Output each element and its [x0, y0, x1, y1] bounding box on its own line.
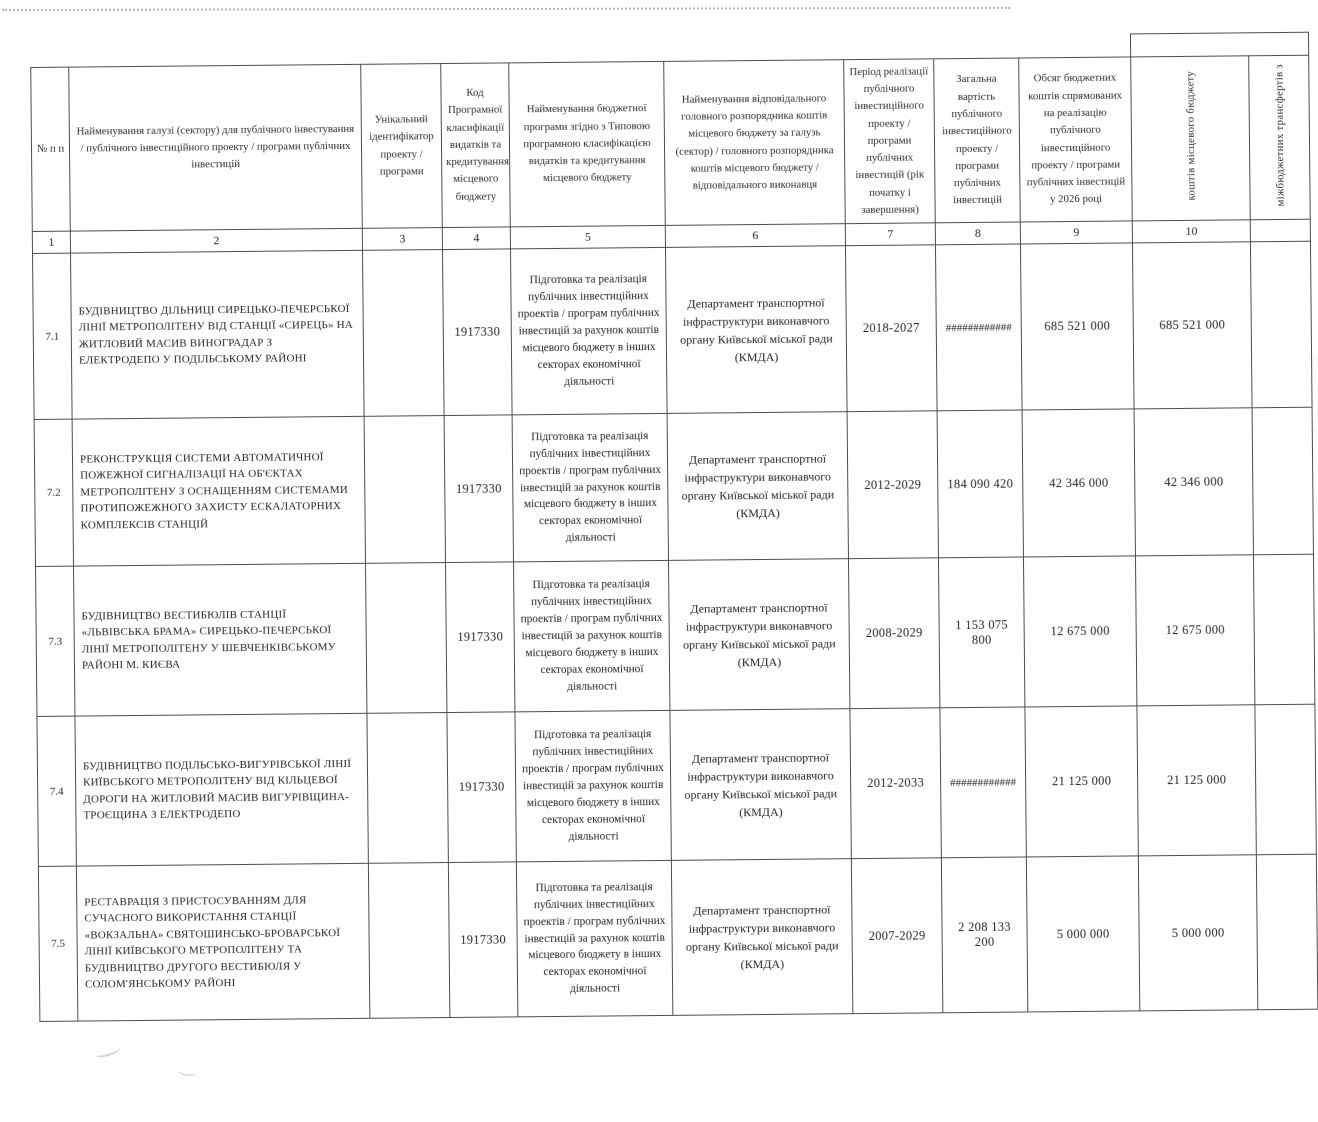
row-number-cell: 7.1 [33, 253, 73, 419]
period-cell: 2012-2029 [847, 411, 938, 559]
col-header-period: Період реалізації публічного інвестиційного проекту / програми публічних інвестицій (рік початку і завершення) [844, 59, 936, 224]
column-number-cell: 4 [442, 227, 510, 250]
row-number-cell: 7.2 [34, 419, 73, 566]
budget-manager-cell: Департамент транспортної інфраструктури виконавчого органу Київської міської ради (КМДА) [667, 412, 848, 561]
period-cell: 2018-2027 [845, 245, 937, 412]
budget-manager-cell: Департамент транспортної інфраструктури виконавчого органу Київської міської ради (КМДА) [671, 859, 852, 1016]
row-number-cell: 7.3 [36, 566, 75, 716]
budget-manager-cell: Департамент транспортної інфраструктури виконавчого органу Київської міської ради (КМДА) [668, 559, 849, 711]
period-cell: 2007-2029 [851, 858, 942, 1014]
column-number-cell: 10 [1132, 220, 1250, 243]
header-upper-band-cell [1131, 32, 1309, 57]
table-row [34, 407, 1313, 566]
public-investments-table [30, 32, 1318, 1022]
total-cost-cell: 184 090 420 [937, 410, 1023, 558]
table-row [38, 854, 1318, 1021]
local-budget-cell: 21 125 000 [1137, 705, 1256, 856]
budget-manager-cell: Департамент транспортної інфраструктури виконавчого органу Київської міської ради (КМДА) [665, 246, 847, 414]
program-code-cell: 1917330 [442, 249, 512, 416]
total-cost-cell: ############ [935, 244, 1022, 411]
amount-2026-cell: 685 521 000 [1020, 243, 1134, 410]
transfers-cell [1252, 407, 1313, 555]
table-container [30, 32, 1318, 1022]
project-name-cell: РЕКОНСТРУКЦІЯ СИСТЕМИ АВТОМАТИЧНОЇ ПОЖЕЖНОЇ СИГНАЛІЗАЦІЇ НА ОБ'ЄКТАХ МЕТРОПОЛІТЕНУ З ОСНАЩЕННЯМ СИСТЕМАМИ ПРОТИПОЖЕЖНОГО ЗАХИСТУ ЕСКАЛАТОРНИХ КОМПЛЕКСІВ СТАНЦІЙ [72, 416, 365, 566]
project-name-cell: БУДІВНИЦТВО ДІЛЬНИЦІ СИРЕЦЬКО-ПЕЧЕРСЬКОЇ ЛІНІЇ МЕТРОПОЛІТЕНУ ВІД СТАНЦІЇ «СИРЕЦЬ» НА ЖИТЛОВИЙ МАСИВ ВИНОГРАДАР З ЕЛЕКТРОДЕПО У ПОДІЛЬСЬКОМУ РАЙОНІ [71, 250, 365, 419]
scan-smudge [178, 1067, 197, 1077]
total-cost-cell: 1 153 075 800 [938, 557, 1024, 708]
column-number-cell: 3 [362, 228, 442, 251]
amount-2026-cell: 21 125 000 [1025, 706, 1139, 857]
budget-program-cell: Підготовка та реалізація публічних інвестиційних проектів / програм публічних інвестицій за рахунок коштів місцевого бюджету в інших секторах економічної діяльності [510, 247, 667, 414]
row-number-cell: 7.4 [37, 716, 76, 866]
project-uid-cell [364, 416, 445, 564]
period-cell: 2008-2029 [848, 558, 939, 709]
column-number-cell: 6 [665, 224, 845, 248]
column-number-cell: 8 [935, 222, 1020, 245]
transfers-cell [1256, 854, 1317, 1010]
local-budget-cell: 685 521 000 [1133, 242, 1253, 409]
total-cost-cell: ############ [940, 707, 1026, 858]
budget-program-cell: Підготовка та реалізація публічних інвестиційних проектів / програм публічних інвестицій за рахунок коштів місцевого бюджету в інших секторах економічної діяльності [512, 413, 668, 561]
program-code-cell: 1917330 [445, 562, 514, 713]
budget-program-cell: Підготовка та реалізація публічних інвестиційних проектів / програм публічних інвестицій за рахунок коштів місцевого бюджету в інших секторах економічної діяльності [513, 560, 669, 711]
col-header-total-cost: Загальна вартість публічного інвестиційного проекту / програми публічних інвестицій [934, 58, 1021, 223]
project-name-cell: РЕСТАВРАЦІЯ З ПРИСТОСУВАННЯМ ДЛЯ СУЧАСНОГО ВИКОРИСТАННЯ СТАНЦІЇ «ВОКЗАЛЬНА» СВЯТОШИНСЬКО-БРОВАРСЬКОЇ ЛІНІЇ КИЇВСЬКОГО МЕТРОПОЛІТЕНУ ТА БУДІВНИЦТВО ДРУГОГО ВЕСТИБЮЛЯ У СОЛОМ'ЯНСЬКОМУ РАЙОНІ [76, 863, 369, 1021]
budget-manager-cell: Департамент транспортної інфраструктури виконавчого органу Київської міської ради (КМДА) [670, 709, 851, 861]
transfers-cell [1255, 704, 1316, 855]
project-uid-cell [368, 863, 449, 1019]
col-header-program-code: Код Програмної класифікації видатків та кредитування місцевого бюджету [441, 63, 511, 228]
row-number-cell: 7.5 [38, 866, 77, 1021]
project-uid-cell [366, 563, 447, 714]
col-header-budget-program: Найменування бюджетної програми згідно з Типовою програмною класифікацією видатків та кредитування місцевого бюджету [509, 61, 666, 226]
total-cost-cell: 2 208 133 200 [941, 857, 1027, 1013]
col-header-amount-2026: Обсяг бюджетних коштів спрямованих на реалізацію публічного інвестиційного проекту / програми публічних інвестицій у 2026 році [1019, 57, 1133, 222]
project-name-cell: БУДІВНИЦТВО ВЕСТИБЮЛІВ СТАНЦІЇ «ЛЬВІВСЬКА БРАМА» СИРЕЦЬКО-ПЕЧЕРСЬКОЇ ЛІНІЇ МЕТРОПОЛІТЕНУ У ШЕВЧЕНКІВСЬКОМУ РАЙОНІ М. КИЄВА [74, 563, 367, 716]
amount-2026-cell: 12 675 000 [1023, 556, 1137, 707]
program-code-cell: 1917330 [447, 712, 516, 863]
column-number-cell: 1 [32, 231, 70, 253]
local-budget-cell: 5 000 000 [1138, 855, 1257, 1011]
project-uid-cell [362, 250, 444, 417]
budget-program-cell: Підготовка та реалізація публічних інвестиційних проектів / програм публічних інвестицій за рахунок коштів місцевого бюджету в інших секторах економічної діяльності [515, 710, 671, 861]
col-header-local-budget [1131, 56, 1251, 221]
column-number-cell: 5 [510, 225, 665, 248]
header-row [31, 55, 1311, 231]
table-row [36, 554, 1315, 716]
col-header-sector-name: Найменування галузі (сектору) для публічного інвестування / публічного інвестиційного проекту / програми публічних інвестицій [69, 64, 363, 231]
transfers-cell [1251, 241, 1313, 408]
project-uid-cell [367, 713, 448, 864]
col-header-local-budget-label: коштів місцевого бюджету [1183, 71, 1198, 201]
local-budget-cell: 12 675 000 [1136, 555, 1255, 706]
table-row [33, 241, 1313, 419]
column-number-cell: 2 [70, 228, 362, 253]
column-number-cell: 9 [1020, 221, 1132, 244]
col-header-transfers-label: міжбюджетних трансфертів з [1272, 63, 1287, 207]
amount-2026-cell: 42 346 000 [1022, 409, 1135, 557]
col-header-budget-manager: Найменування відповідального головного розпорядника коштів місцевого бюджету за галузь (сектор) / головного розпорядника коштів місцевого бюджету / відповідального виконавця [664, 60, 846, 226]
column-number-cell: 7 [845, 223, 935, 246]
col-header-unique-id: Унікальний ідентифікатор проекту / програми [361, 64, 443, 229]
col-header-transfers [1249, 55, 1311, 220]
program-code-cell: 1917330 [444, 415, 513, 563]
transfers-cell [1254, 554, 1315, 705]
budget-program-cell: Підготовка та реалізація публічних інвестиційних проектів / програм публічних інвестицій за рахунок коштів місцевого бюджету в інших секторах економічної діяльності [516, 860, 672, 1016]
col-header-row-number: № п п [31, 67, 71, 231]
local-budget-cell: 42 346 000 [1134, 408, 1253, 556]
scan-artifact-dotted-line [2, 7, 1010, 11]
program-code-cell: 1917330 [448, 862, 517, 1018]
table-row [37, 704, 1316, 866]
scan-smudge [94, 1043, 122, 1059]
project-name-cell: БУДІВНИЦТВО ПОДІЛЬСЬКО-ВИГУРІВСЬКОЇ ЛІНІЇ КИЇВСЬКОГО МЕТРОПОЛІТЕНУ ВІД КІЛЬЦЕВОЇ ДОРОГИ НА ЖИТЛОВИЙ МАСИВ ВИГУРІВЩИНА-ТРОЄЩИНА З ЕЛЕКТРОДЕПО [75, 713, 368, 866]
period-cell: 2012-2033 [850, 708, 941, 859]
column-number-cell [1250, 219, 1310, 242]
amount-2026-cell: 5 000 000 [1026, 856, 1140, 1012]
